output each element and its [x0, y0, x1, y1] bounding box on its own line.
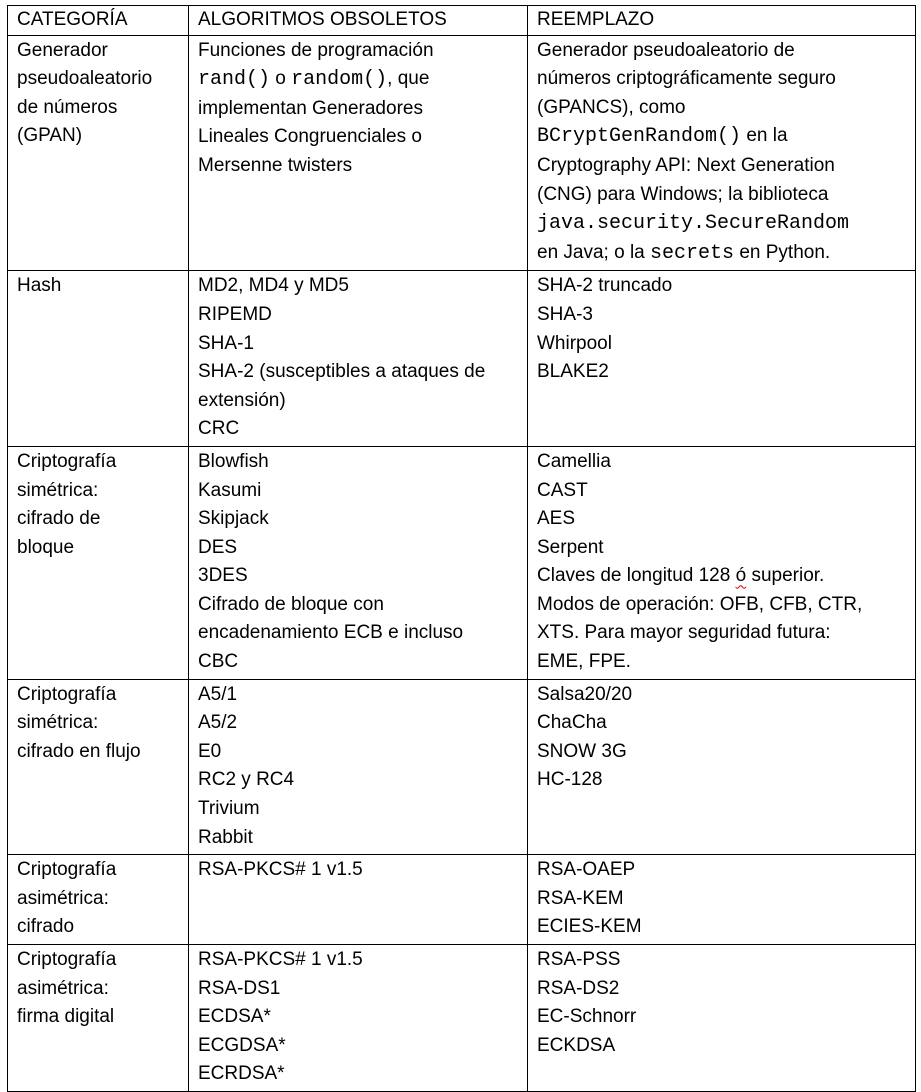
replacement-cell	[528, 271, 916, 447]
code-random: random()	[291, 68, 388, 92]
cell-line: ECDSA*	[198, 1006, 271, 1028]
cell-line: SNOW 3G	[537, 740, 627, 762]
cell-line: asimétrica:	[17, 977, 109, 999]
cell-line: Kasumi	[198, 479, 262, 501]
cell-line: HC-128	[537, 769, 603, 791]
cell-line: Criptografía	[17, 683, 117, 705]
cell-line: ECRDSA*	[198, 1063, 285, 1085]
cell-line: simétrica:	[17, 712, 99, 734]
category-cell	[8, 855, 189, 945]
header-category: CATEGORÍA	[8, 6, 189, 36]
cell-line: bloque	[17, 536, 75, 558]
cell-line: números criptográficamente seguro	[537, 68, 836, 90]
cell-line: Whirpool	[537, 332, 612, 354]
obsolete-cell	[189, 945, 528, 1092]
cell-line: (GPAN)	[17, 125, 83, 147]
obsolete-cell	[189, 35, 528, 271]
cell-line: Cifrado de bloque con	[198, 593, 384, 615]
cell-line: SHA-2 truncado	[537, 275, 673, 297]
cell-line: cifrado	[17, 916, 75, 938]
cell-line: Criptografía	[17, 859, 117, 881]
cell-line: BLAKE2	[537, 361, 609, 383]
cell-line: Hash	[17, 275, 62, 297]
code-bcryptgenrandom: BCryptGenRandom()	[537, 125, 742, 149]
cell-line: RSA-PKCS# 1 v1.5	[198, 949, 363, 970]
cell-line: Generador pseudoaleatorio de	[537, 39, 795, 61]
cell-line: 3DES	[198, 565, 248, 587]
spellcheck-underlined-word[interactable]: ó	[735, 565, 747, 587]
table-row	[8, 446, 916, 679]
category-cell	[8, 679, 189, 855]
cell-line	[537, 239, 907, 269]
replacement-cell	[528, 446, 916, 679]
cell-line: encadenamiento ECB e incluso	[198, 622, 464, 644]
cell-line: A5/2	[198, 712, 238, 734]
cell-line: Salsa20/20	[537, 683, 633, 705]
obsolete-cell	[189, 271, 528, 447]
obsolete-cell	[189, 679, 528, 855]
header-replacement: REEMPLAZO	[528, 6, 916, 36]
table-row	[8, 945, 916, 1092]
obsolete-cell	[189, 446, 528, 679]
cell-line: simétrica:	[17, 479, 99, 501]
cell-line	[537, 209, 907, 239]
cell-line: RSA-DS2	[537, 977, 620, 999]
cell-line: Lineales Congruenciales o	[198, 126, 422, 148]
cell-line: de números	[17, 96, 118, 118]
cell-line: cifrado de	[17, 508, 101, 530]
cell-line: AES	[537, 508, 576, 530]
replacement-cell	[528, 679, 916, 855]
cell-line: ChaCha	[537, 712, 607, 734]
text-fragment: o	[270, 68, 292, 90]
cell-line: ECGDSA*	[198, 1034, 286, 1056]
cell-line: SHA-3	[537, 303, 593, 325]
table-row	[8, 679, 916, 855]
cell-line: implementan Generadores	[198, 97, 423, 119]
table-header-row	[8, 6, 916, 36]
cell-line: CRC	[198, 418, 240, 440]
cell-line: DES	[198, 536, 238, 558]
replacement-cell	[528, 945, 916, 1092]
cell-line: RIPEMD	[198, 303, 272, 325]
cell-line: RC2 y RC4	[198, 769, 295, 791]
cell-line: Trivium	[198, 798, 260, 820]
replacement-cell	[528, 855, 916, 945]
cell-line: XTS. Para mayor seguridad futura:	[537, 622, 831, 644]
cell-line: pseudoaleatorio	[17, 68, 153, 90]
cell-line	[537, 562, 907, 591]
text-fragment: , que	[387, 68, 430, 90]
cell-line: Criptografía	[17, 949, 117, 970]
code-rand: rand()	[198, 68, 271, 92]
cell-line: Skipjack	[198, 508, 269, 530]
cell-line: Cryptography API: Next Generation	[537, 154, 835, 176]
cell-line: RSA-KEM	[537, 887, 624, 909]
cell-line: CAST	[537, 479, 588, 501]
category-cell	[8, 271, 189, 447]
cell-line: Rabbit	[198, 826, 253, 848]
cell-line: Criptografía	[17, 450, 117, 472]
text-fragment: en la	[741, 125, 788, 147]
cell-line: RSA-OAEP	[537, 859, 636, 881]
cell-line: (GPANCS), como	[537, 96, 686, 118]
cell-line: Blowfish	[198, 450, 269, 472]
replacement-cell	[528, 35, 916, 271]
category-cell	[8, 446, 189, 679]
cell-line: Serpent	[537, 536, 604, 558]
cell-line: EME, FPE.	[537, 651, 631, 673]
cell-line: Generador	[17, 39, 108, 61]
text-fragment: superior.	[746, 565, 825, 587]
cell-line: extensión)	[198, 389, 286, 411]
cell-line: Camellia	[537, 450, 611, 472]
cell-line: ECKDSA	[537, 1034, 616, 1056]
cell-line: asimétrica:	[17, 887, 109, 909]
crypto-algorithms-table	[7, 5, 916, 1092]
cell-line: cifrado en flujo	[17, 740, 141, 762]
cell-line: (CNG) para Windows; la biblioteca	[537, 183, 829, 205]
cell-line: RSA-PKCS# 1 v1.5	[198, 859, 363, 881]
table-row	[8, 855, 916, 945]
category-cell	[8, 35, 189, 271]
cell-line: E0	[198, 740, 222, 762]
cell-line: Mersenne twisters	[198, 154, 353, 176]
cell-line: MD2, MD4 y MD5	[198, 275, 349, 297]
cell-line: A5/1	[198, 683, 238, 705]
cell-line: ECIES-KEM	[537, 916, 642, 938]
table-row	[8, 271, 916, 447]
cell-line: SHA-2 (susceptibles a ataques de	[198, 361, 486, 383]
cell-line	[537, 122, 907, 152]
cell-line: EC-Schnorr	[537, 1006, 637, 1028]
cell-line: RSA-PSS	[537, 949, 621, 970]
cell-line: CBC	[198, 651, 239, 673]
text-fragment: Claves de longitud 128	[537, 565, 736, 587]
text-fragment: en Java; o la	[537, 241, 651, 263]
cell-line: firma digital	[17, 1006, 115, 1028]
cell-line: RSA-DS1	[198, 977, 281, 999]
cell-line: Funciones de programación	[198, 39, 434, 61]
table-row	[8, 35, 916, 271]
cell-line: SHA-1	[198, 332, 254, 354]
cell-line: Modos de operación: OFB, CFB, CTR,	[537, 593, 863, 615]
category-cell	[8, 945, 189, 1092]
header-obsolete-algorithms: ALGORITMOS OBSOLETOS	[189, 6, 528, 36]
code-java-securerandom: java.security.SecureRandom	[537, 212, 850, 236]
code-secrets: secrets	[650, 241, 735, 265]
obsolete-cell	[189, 855, 528, 945]
text-fragment: en Python.	[734, 241, 831, 263]
cell-line	[198, 65, 519, 95]
